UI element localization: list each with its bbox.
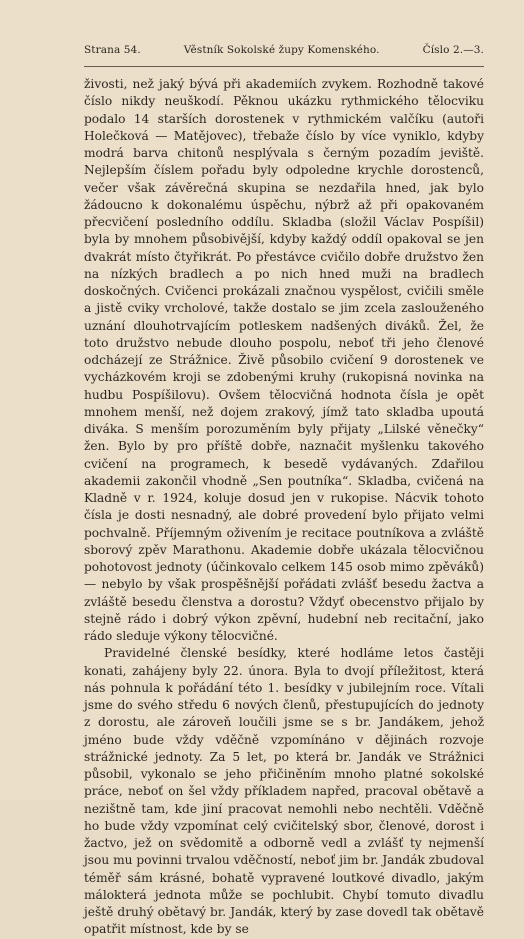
page-number: Strana 54. — [84, 44, 141, 56]
paragraph-besidky: Pravidelné členské besídky, které hodláme letos častěji konati, zahájeny byly 22. února. Byla to dvojí příležitost, která nás pohnula k pořádání této 1. besídky v jubilejním roce. Vítali jsme do svého středu 6 nových členů, přestupujících do jednoty z dorostu, ale zároveň loučili jsme se s br. Jandákem, jehož jméno bude vždy vděčně vzpomínáno v dějinách rozvoje strážnické jednoty. Za 5 let, po která br. Jandák ve Strážnici působil, vykonalo se jeho přičiněním mnoho platné sokolské práce, neboť on šel vždy příkladem napřed, pracoval obětavě a nezištně tam, kde jiní pracovat nemohli nebo nechtěli. Vděčně ho bude vždy vzpomínat celý cvičitelský sbor, členové, dorost i žactvo, jež on svědomitě a odborně vedl a zvlášť ty nejmenší jsou mu povinni trvalou vděčností, neboť jim br. Jandák zbudoval téměř sám krásné, bohatě vypravené loutkové divadlo, jakým málokterá jednota může se pochlubit. Chybí tomuto divadlu ještě druhý obětavý br. Jandák, který by zase dovedl tak obětavě opatřit místnost, kde by se — [84, 646, 485, 937]
header-rule — [84, 66, 484, 67]
issue-number: Číslo 2.—3. — [422, 44, 484, 56]
running-header — [84, 44, 484, 56]
paragraph-akademie: živosti, než jaký bývá při akademiích zvykem. Rozhodně takové číslo nikdy neuškodí. Pěknou ukázku rythmického tělocviku podalo 14 starších dorostenek v rythmickém valčíku (autoři Holečková — Matějovec), třebaže číslo by více vyniklo, kdyby modrá barva chitonů nesplývala s černým pozadím jeviště. Nejlepším číslem pořadu byly odpoledne krychle dorostenců, večer však závěrečná skupina se nezdařila hned, jak bylo žádoucno k dokonalému úspěchu, nýbrž až při opakovaném přecvičení posledního oddílu. Skladba (složil Václav Pospíšil) byla by mnohem působivější, kdyby každý oddíl opakoval se jen dvakrát místo čtyřikrát. Po přestávce cvičilo dobře družstvo žen na nízkých bradlech a po nich hned muži na bradlech doskočných. Cvičenci prokázali značnou vyspělost, cvičili směle a jistě cviky vrcholové, takže dostalo se jim zcela zaslouženého uznání dlouhotrvajícím potleskem nadšených diváků. Žel, že toto družstvo nebude dlouho pospolu, neboť tři jeho členové odcházejí ze Strážnice. Živě působilo cvičení 9 dorostenek ve vycházkovém kroji se zdobenými kruhy (rukopisná novinka na hudbu Pospíšilovu). Ovšem tělocvičná hodnota čísla je opět mnohem menší, než dojem zrakový, jímž tato skladba upoutá diváka. S menším porozuměním byly přijaty „Lilské věnečky“ žen. Bylo by pro příště dobře, naznačit myšlenku takového cvičení na programech, k besedě vydávaných. Zdařilou akademii zakončil vhodně „Sen poutníka“. Skladba, cvičená na Kladně v r. 1924, koluje dosud jen v rukopise. Nácvik tohoto čísla je dosti nesnadný, ale dobré provedení bylo přijato velmi pochvalně. Příjemným oživením je recitace poutníkova a zvláště sborový zpěv Marathonu. Akademie dobře ukázala tělocvičnou pohotovost jednoty (účinkovalo celkem 145 osob mimo zpěváků) — nebylo by však prospěšnější pořádati zvlášť besedu žactva a zvláště besedu členstva a dorostu? Vždyť obecenstvo přijalo by stejně rádo i dobrý výkon zpěvní, hudební neb recitační, jako rádo sleduje výkony tělocvičné. — [84, 77, 484, 643]
journal-title: Věstník Sokolské župy Komenského. — [183, 44, 380, 56]
article-body — [84, 76, 484, 939]
